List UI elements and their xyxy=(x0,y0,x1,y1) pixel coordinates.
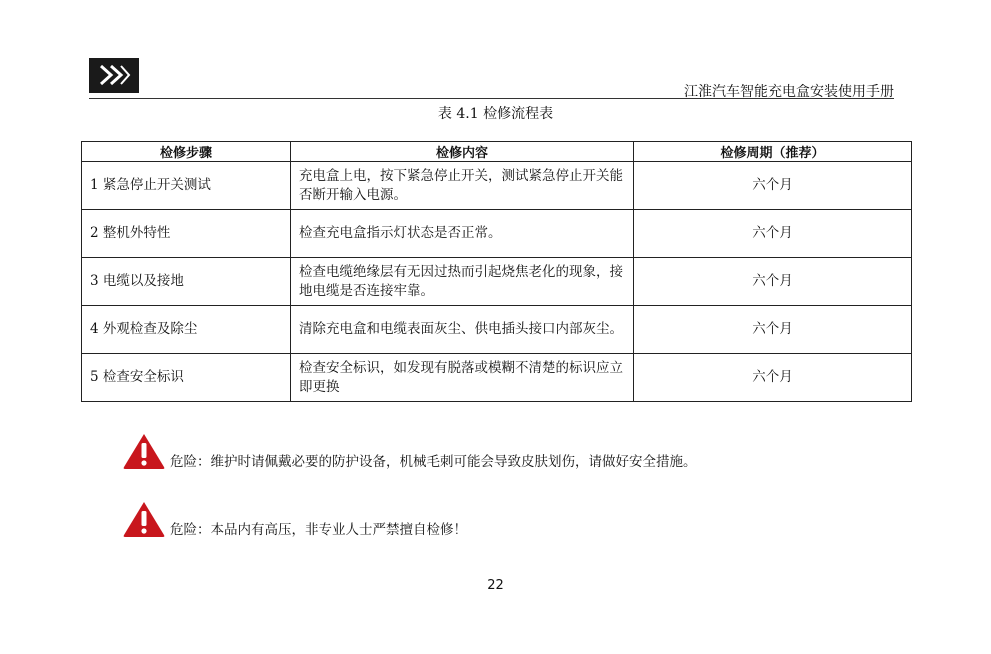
warning-triangle-icon xyxy=(122,500,166,538)
table-row xyxy=(82,210,912,258)
content-cell: 清除充电盒和电缆表面灰尘、供电插头接口内部灰尘。 xyxy=(291,306,634,354)
brand-logo xyxy=(89,58,139,93)
step-cell: 2 整机外特性 xyxy=(82,210,291,258)
warning-text: 危险：本品内有高压，非专业人士严禁擅自检修！ xyxy=(170,522,467,538)
content-cell: 检查电缆绝缘层有无因过热而引起烧焦老化的现象，接地电缆是否连接牢靠。 xyxy=(291,258,634,306)
table-row xyxy=(82,258,912,306)
step-cell: 1 紧急停止开关测试 xyxy=(82,162,291,210)
maintenance-table xyxy=(81,141,912,402)
column-header-period: 检修周期（推荐） xyxy=(634,142,912,162)
period-cell: 六个月 xyxy=(634,210,912,258)
step-cell: 3 电缆以及接地 xyxy=(82,258,291,306)
manual-title: 江淮汽车智能充电盒安装使用手册 xyxy=(684,84,894,100)
column-header-content: 检修内容 xyxy=(291,142,634,162)
step-cell: 4 外观检查及除尘 xyxy=(82,306,291,354)
table-caption: 表 4.1 检修流程表 xyxy=(437,106,554,122)
table-row xyxy=(82,162,912,210)
warning-text: 危险：维护时请佩戴必要的防护设备，机械毛刺可能会导致皮肤划伤，请做好安全措施。 xyxy=(170,454,697,470)
period-cell: 六个月 xyxy=(634,162,912,210)
period-cell: 六个月 xyxy=(634,258,912,306)
table-row xyxy=(82,354,912,402)
header-divider xyxy=(89,98,894,99)
jac-logo-icon xyxy=(89,58,139,93)
content-cell: 检查安全标识，如发现有脱落或模糊不清楚的标识应立即更换 xyxy=(291,354,634,402)
period-cell: 六个月 xyxy=(634,354,912,402)
table-row xyxy=(82,306,912,354)
column-header-step: 检修步骤 xyxy=(82,142,291,162)
page-number: 22 xyxy=(487,578,504,593)
table-header-row xyxy=(82,142,912,162)
period-cell: 六个月 xyxy=(634,306,912,354)
content-cell: 充电盒上电，按下紧急停止开关，测试紧急停止开关能否断开输入电源。 xyxy=(291,162,634,210)
warning-triangle-icon xyxy=(122,432,166,470)
content-cell: 检查充电盒指示灯状态是否正常。 xyxy=(291,210,634,258)
step-cell: 5 检查安全标识 xyxy=(82,354,291,402)
warning-notice xyxy=(122,500,467,538)
warning-notice xyxy=(122,432,697,470)
